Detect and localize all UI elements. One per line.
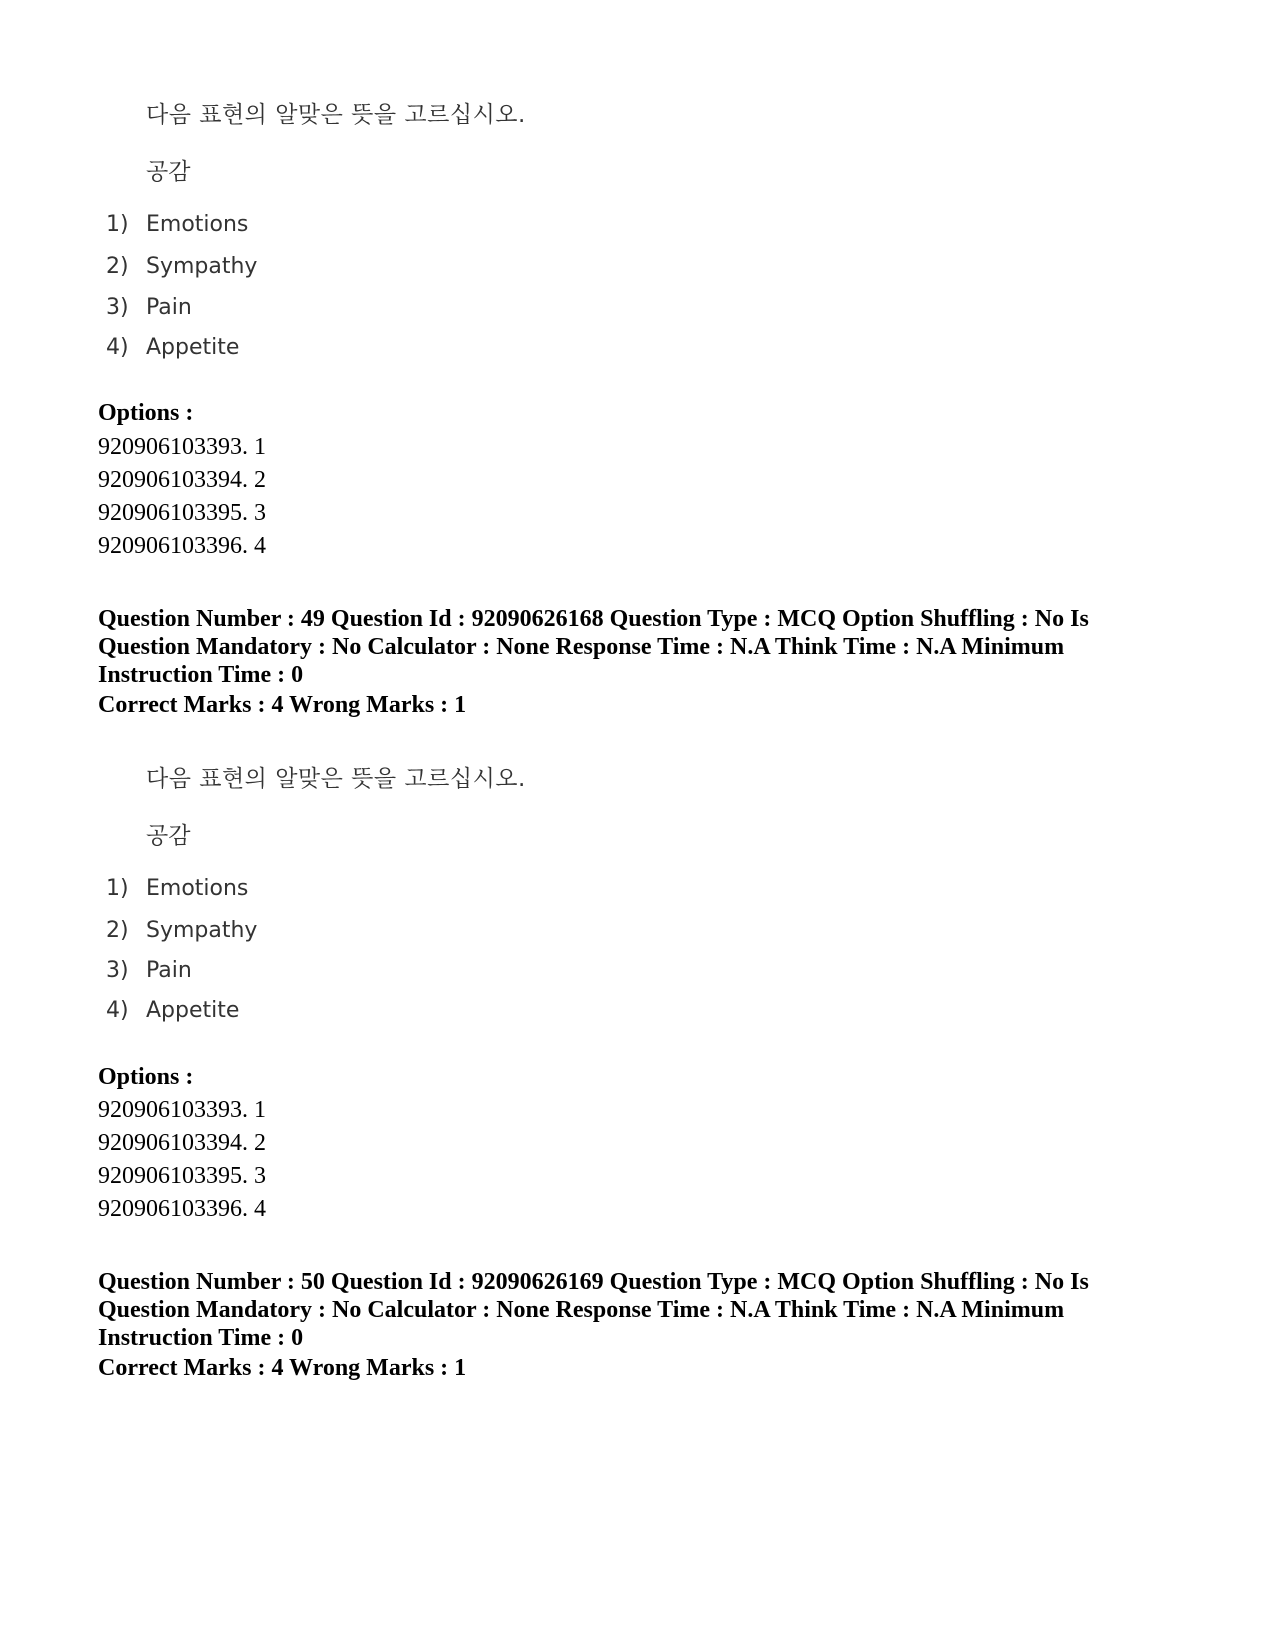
choice-text: Appetite: [146, 335, 240, 360]
question-prompt: 다음 표현의 알맞은 뜻을 고르십시오.: [146, 102, 526, 128]
options-heading: Options :: [98, 1064, 194, 1090]
choice-item: [106, 295, 192, 320]
question-word: 공감: [146, 823, 191, 849]
choice-text: Emotions: [146, 876, 249, 901]
question-prompt: 다음 표현의 알맞은 뜻을 고르십시오.: [146, 766, 526, 792]
question-meta: Question Number : 49 Question Id : 92090626168 Question Type : MCQ Option Shuffling : No Is Question Mandatory : No Calculator : None Response Time : N.A Think Time : N.A Minimum Instruction Time : 0: [98, 606, 1089, 688]
option-id: 920906103396. 4: [98, 1196, 266, 1222]
option-id: 920906103394. 2: [98, 467, 266, 493]
choice-number: 2): [106, 254, 129, 279]
option-id: 920906103393. 1: [98, 434, 266, 460]
choice-item: [106, 212, 248, 237]
question-marks: Correct Marks : 4 Wrong Marks : 1: [98, 692, 467, 718]
option-id: 920906103393. 1: [98, 1097, 266, 1123]
choice-item: [106, 958, 192, 983]
choice-text: Appetite: [146, 998, 240, 1023]
question-marks: Correct Marks : 4 Wrong Marks : 1: [98, 1355, 467, 1381]
choice-item: [106, 918, 257, 943]
choice-number: 2): [106, 918, 129, 943]
choice-text: Sympathy: [146, 918, 258, 943]
choice-item: [106, 254, 257, 279]
choice-number: 1): [106, 876, 129, 901]
option-id: 920906103395. 3: [98, 500, 266, 526]
choice-number: 3): [106, 295, 129, 320]
option-id: 920906103394. 2: [98, 1130, 266, 1156]
choice-text: Pain: [146, 295, 192, 320]
option-id: 920906103396. 4: [98, 533, 266, 559]
choice-item: [106, 998, 239, 1023]
choice-item: [106, 335, 239, 360]
question-meta: Question Number : 50 Question Id : 92090626169 Question Type : MCQ Option Shuffling : No Is Question Mandatory : No Calculator : None Response Time : N.A Think Time : N.A Minimum Instruction Time : 0: [98, 1269, 1089, 1351]
choice-number: 3): [106, 958, 129, 983]
choice-text: Pain: [146, 958, 192, 983]
choice-number: 1): [106, 212, 129, 237]
choice-text: Emotions: [146, 212, 249, 237]
options-heading: Options :: [98, 400, 194, 426]
option-id: 920906103395. 3: [98, 1163, 266, 1189]
choice-item: [106, 876, 248, 901]
choice-number: 4): [106, 335, 129, 360]
choice-text: Sympathy: [146, 254, 258, 279]
choice-number: 4): [106, 998, 129, 1023]
question-word: 공감: [146, 159, 191, 185]
